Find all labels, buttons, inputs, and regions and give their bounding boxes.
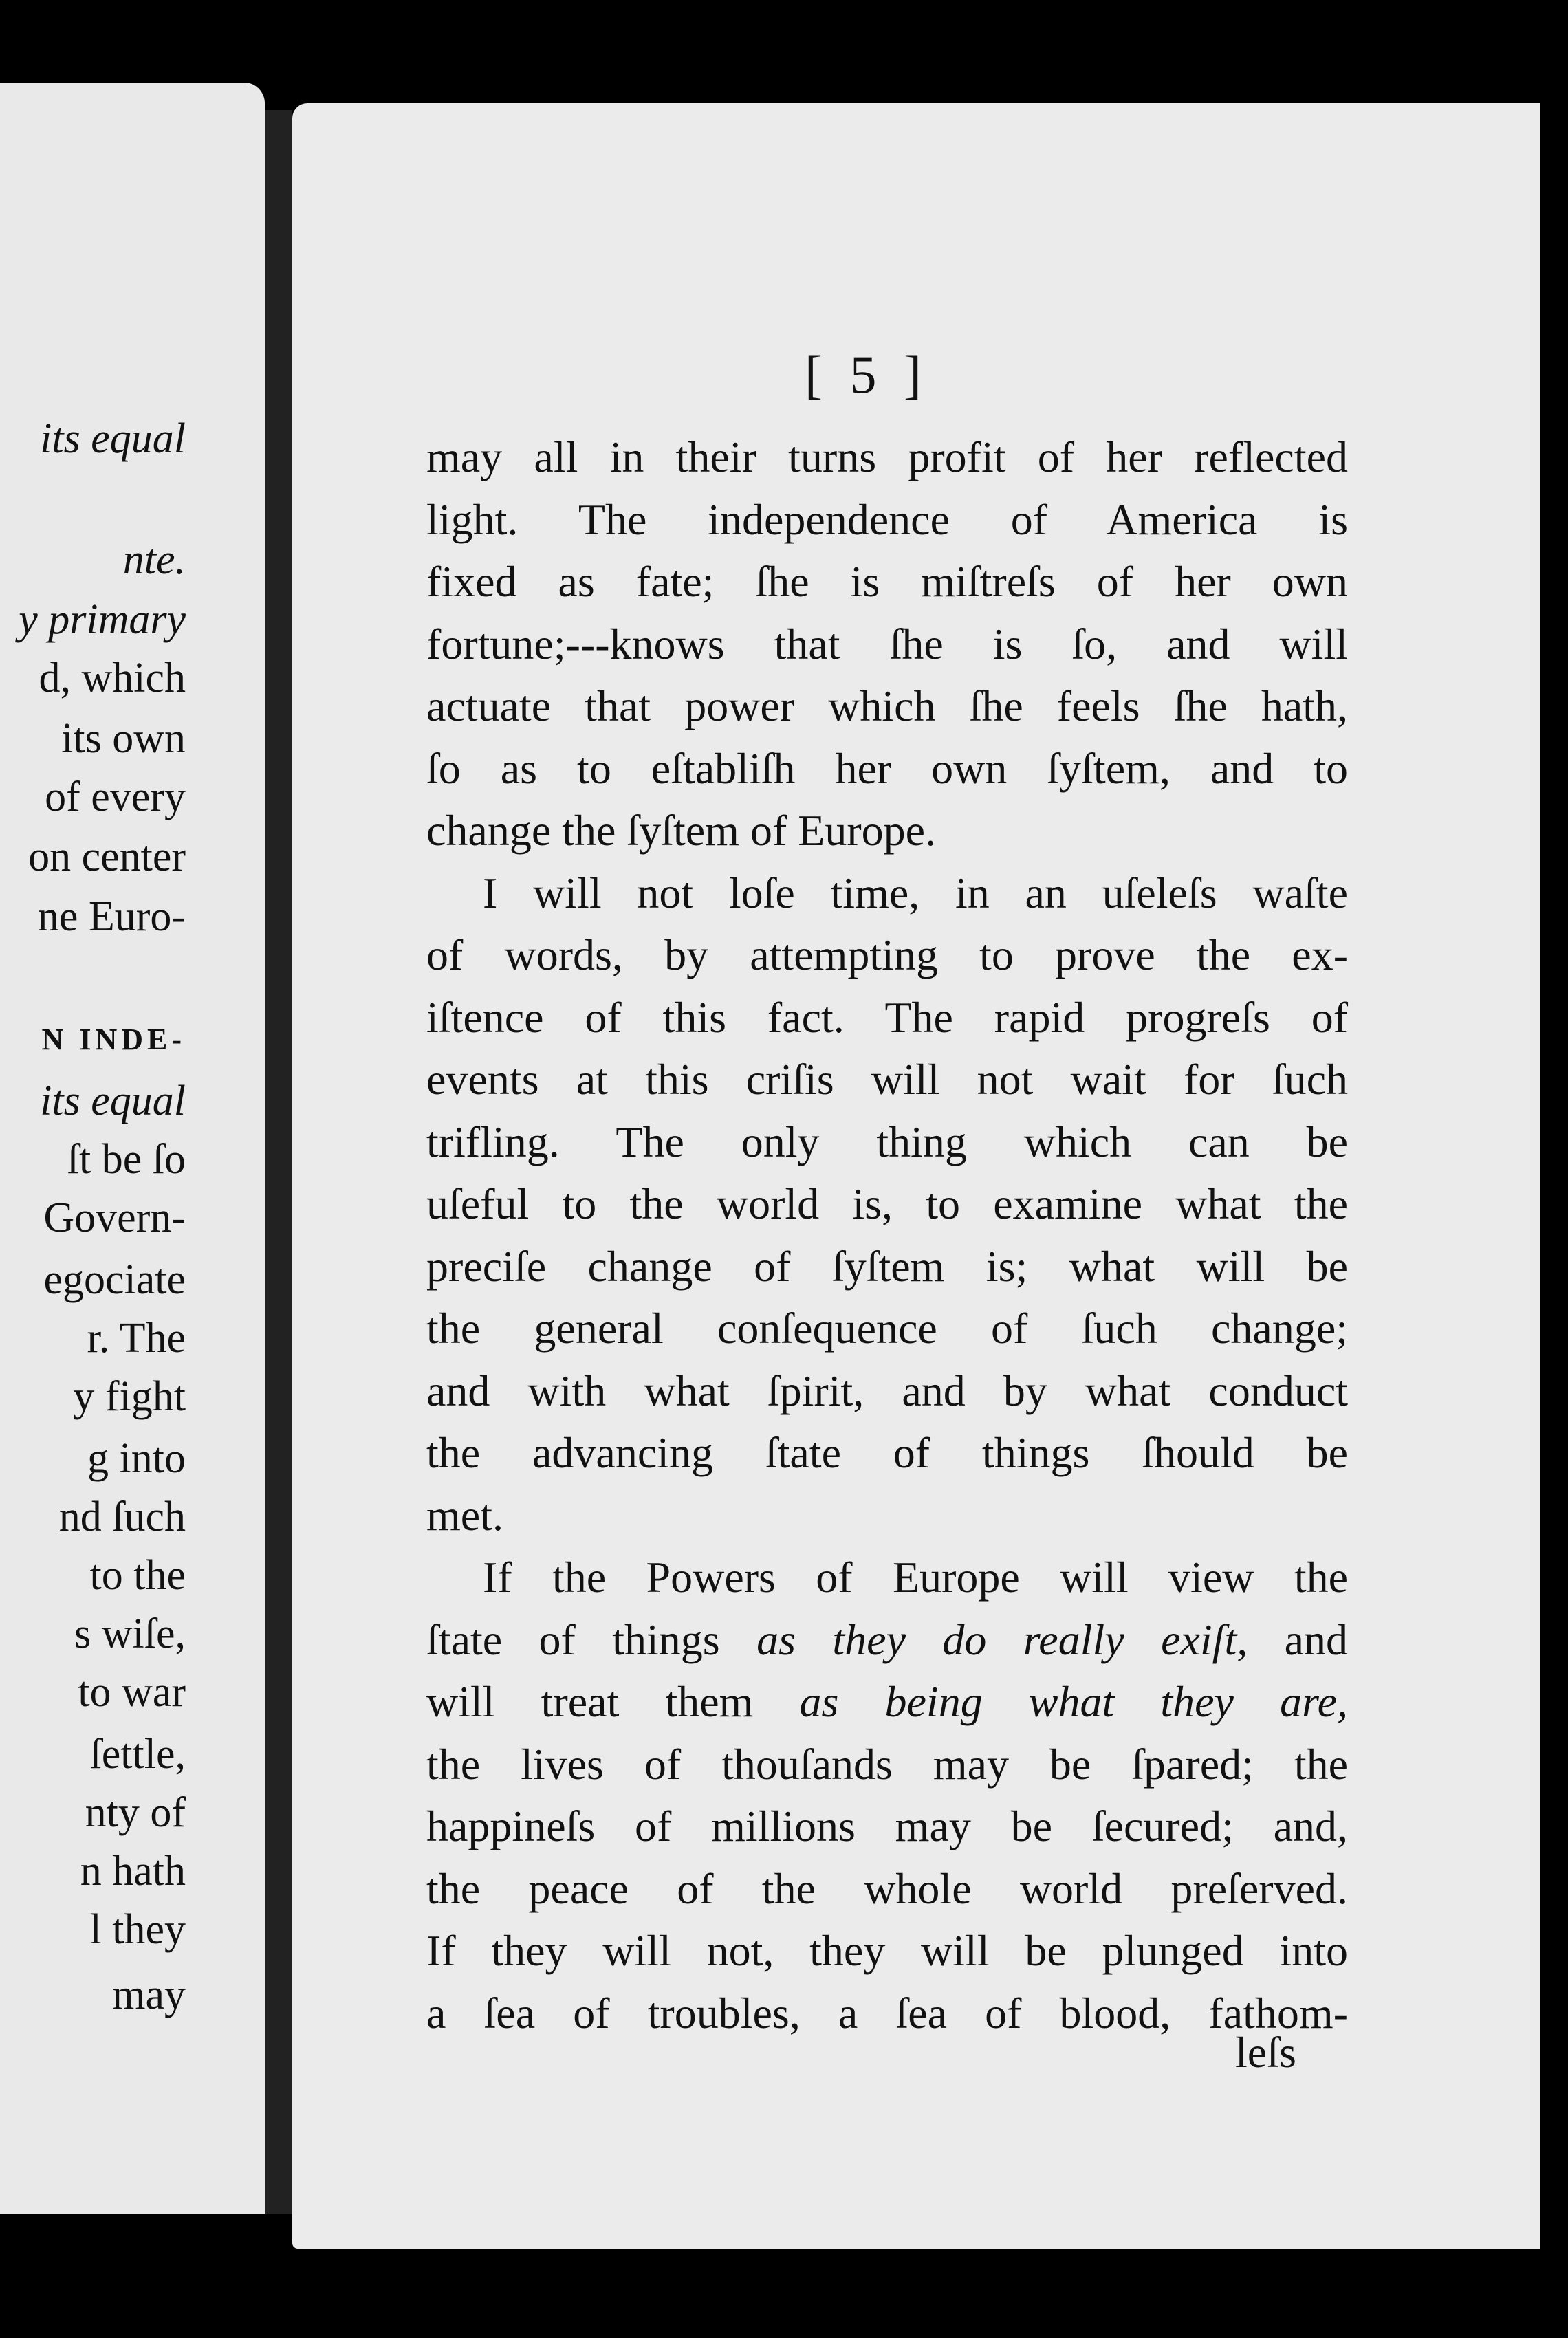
text-line: fixed as fate; ſhe is miſtreſs of her own [426,557,1348,606]
left-page-line: its equal [40,1078,186,1124]
text-line: change the ſyſtem of Europe. [426,806,937,855]
left-page-line: n hath [80,1848,186,1894]
text-line: fortune;---knows that ſhe is ſo, and will [426,619,1348,668]
left-page-line: to war [78,1669,186,1716]
text-line: trifling. The only thing which can be [426,1117,1348,1166]
left-page-line: egociate [43,1256,186,1303]
left-page-line: nty of [85,1789,186,1836]
left-page-line: s wiſe, [74,1610,186,1657]
text-line: events at this criſis will not wait for ſuch [426,1055,1348,1104]
left-page-line: its equal [40,415,186,462]
left-page-line: y fight [73,1373,186,1420]
left-page-line: ſt be ſo [67,1136,186,1183]
left-page-line: l they [89,1906,186,1953]
text-line: of words, by attempting to prove the ex- [426,930,1348,979]
left-page-line: g into [87,1435,186,1482]
text-line: a ſea of troubles, a ſea of blood, fathom- [426,1988,1348,2037]
text-line: may all in their turns profit of her reflected [426,433,1348,481]
text-line: ſtate of things as they do really exiſt, and [426,1615,1349,1664]
text-line: ſo as to eſtabliſh her own ſyſtem, and to [426,743,1348,793]
left-page-line: y primary [19,596,186,643]
text-line: the lives of thouſands may be ſpared; the [426,1739,1348,1789]
text-line: happineſs of millions may be ſecured; and, [426,1802,1348,1850]
book-spine [265,110,292,2214]
left-page-line: N INDE- [41,1023,186,1056]
text-line: light. The independence of America is [426,494,1348,544]
text-line: the advancing ſtate of things ſhould be [426,1428,1348,1477]
text-line: I will not loſe time, in an uſeleſs waſte [483,868,1348,917]
text-line: If the Powers of Europe will view the [483,1553,1348,1602]
left-page-line: to the [89,1552,186,1599]
page-number: [ 5 ] [805,345,928,404]
italic-phrase: as they do really exiſt, [756,1615,1248,1664]
left-page-line: its own [61,715,186,762]
left-page-line: ne Euro- [37,893,186,940]
body-text [426,426,1348,2044]
text-line: the general conſequence of ſuch change; [426,1304,1348,1353]
italic-phrase: as being what they are, [799,1677,1349,1726]
left-page-line: nd ſuch [58,1494,186,1540]
text-line: If they will not, they will be plunged into [426,1926,1348,1975]
text-line: actuate that power which ſhe feels ſhe hath, [426,681,1348,730]
text-line: uſeful to the world is, to examine what the [426,1179,1348,1228]
left-page-line: on center [28,833,186,880]
left-page-line: Govern- [43,1194,186,1241]
text-line: and with what ſpirit, and by what conduct [426,1366,1348,1415]
left-page-line: nte. [122,536,186,583]
left-page-line: ſettle, [89,1731,186,1778]
left-page-line: r. The [87,1315,186,1362]
text-line: the peace of the whole world preſerved. [426,1864,1348,1913]
text-line: will treat them as being what they are, [426,1677,1349,1726]
left-page-line: d, which [39,655,186,701]
catchword: leſs [1235,2028,1296,2077]
text-line: met. [426,1490,503,1540]
text-line: preciſe change of ſyſtem is; what will be [426,1241,1348,1291]
left-page-line: of every [45,774,186,820]
left-page-line: may [112,1971,186,2018]
text-line: iſtence of this fact. The rapid progreſs of [426,992,1348,1042]
